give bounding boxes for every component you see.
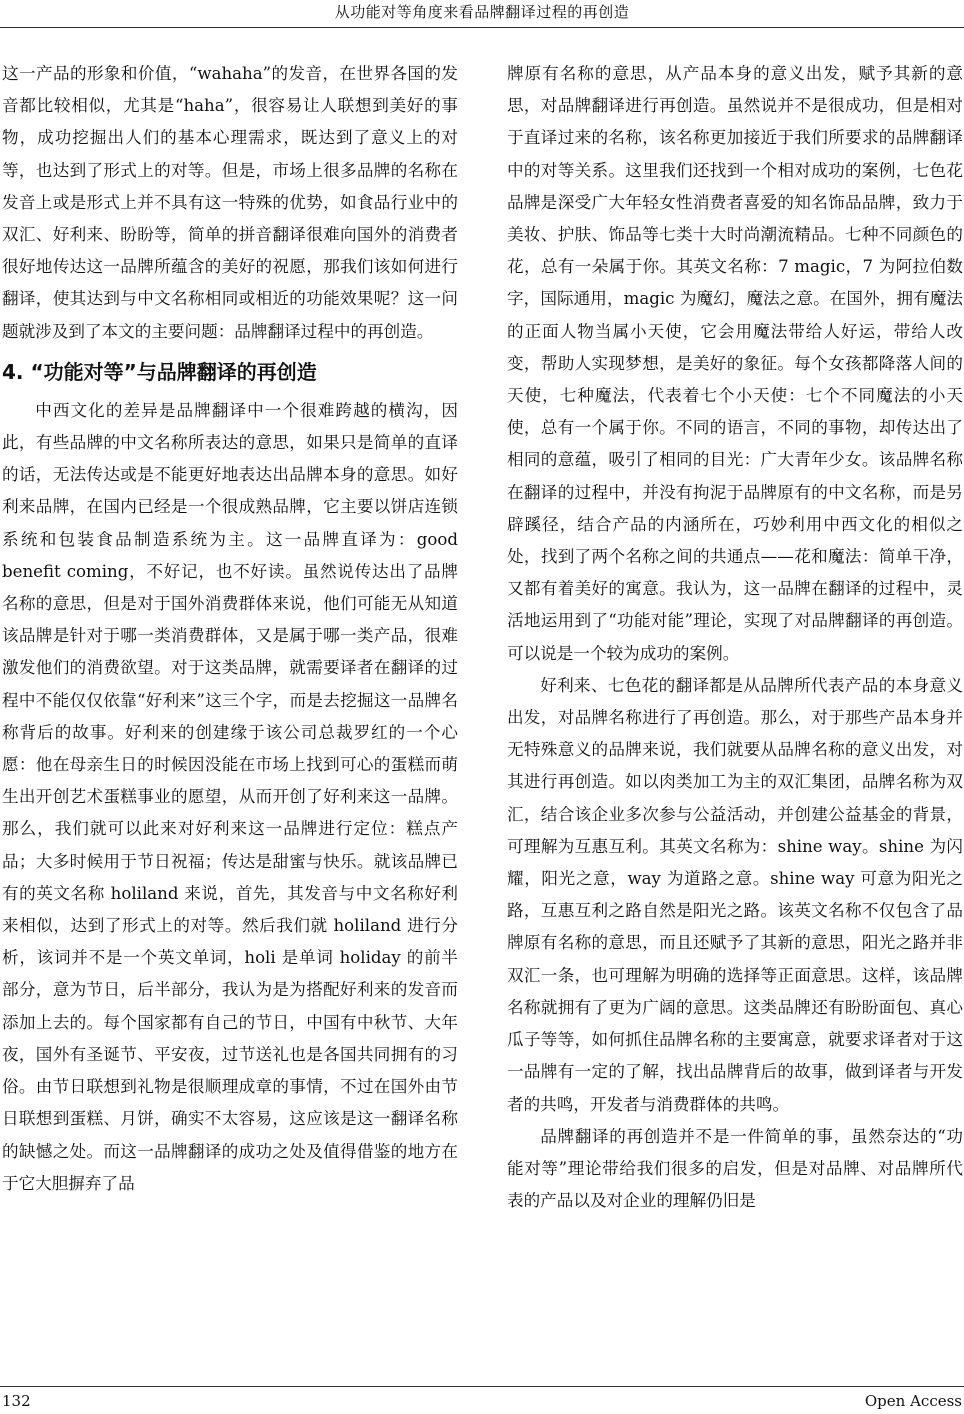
left-paragraph-2: 中西文化的差异是品牌翻译中一个很难跨越的横沟，因此，有些品牌的中文名称所表达的意思，如果只是简单的直译的话，无法传达或是不能更好地表达出品牌本身的意思。如好利来品牌，在国内已经是一个很成熟品牌，它主要以饼店连锁系统和包装食品制造系统为主。这一品牌直译为：good benefit coming，不好记，也不好读。虽然说传达出了品牌名称的意思，但是对于国外消费群体来说，他们可能无从知道该品牌是针对于哪一类消费群体，又是属于哪一类产品，很难激发他们的消费欲望。对于这类品牌，就需要译者在翻译的过程中不能仅仅依靠“好利来”这三个字，而是去挖掘这一品牌名称背后的故事。好利来的创建缘于该公司总裁罗红的一个心愿：他在母亲生日的时候因没能在市场上找到可心的蛋糕而萌生出开创艺术蛋糕事业的愿望，从而开创了好利来这一品牌。那么，我们就可以此来对好利来这一品牌进行定位：糕点产品；大多时候用于节日祝福；传达是甜蜜与快乐。就该品牌已有的英文名称 holiland 来说，首先，其发音与中文名称好利来相似，达到了形式上的对等。然后我们就 holiland 进行分析，该词并不是一个英文单词，holi 是单词 holiday 的前半部分，意为节日，后半部分，我认为是为搭配好利来的发音而添加上去的。每个国家都有自己的节日，中国有中秋节、大年夜，国外有圣诞节、平安夜，过节送礼也是各国共同拥有的习俗。由节日联想到礼物是很顺理成章的事情，不过在国外由节日联想到蛋糕、月饼，确实不太容易，这应该是这一翻译名称的缺憾之处。而这一品牌翻译的成功之处及值得借鉴的地方在于它大胆摒弃了品 [2,400,458,1193]
footer-divider [0,1386,964,1387]
left-column [2,58,458,1200]
left-paragraph-1: 这一产品的形象和价值，“wahaha”的发音，在世界各国的发音都比较相似，尤其是“haha”，很容易让人联想到美好的事物，成功挖掘出人们的基本心理需求，既达到了意义上的对等，也达到了形式上的对等。但是，市场上很多品牌的名称在发音上或是形式上并不具有这一特殊的优势，如食品行业中的双汇、好利来、盼盼等，简单的拼音翻译很难向国外的消费者很好地传达这一品牌所蕴含的美好的祝愿，那我们该如何进行翻译，使其达到与中文名称相同或相近的功能效果呢？这一问题就涉及到了本文的主要问题：品牌翻译过程中的再创造。 [2,64,458,341]
header-divider [0,27,964,28]
right-paragraph-2: 好利来、七色花的翻译都是从品牌所代表产品的本身意义出发，对品牌名称进行了再创造。那么，对于那些产品本身并无特殊意义的品牌来说，我们就要从品牌名称的意义出发，对其进行再创造。如以肉类加工为主的双汇集团，品牌名称为双汇，结合该企业多次参与公益活动，并创建公益基金的背景，可理解为互惠互利。其英文名称为：shine way。shine 为闪耀，阳光之意，way 为道路之意。shine way 可意为阳光之路，互惠互利之路自然是阳光之路。该英文名称不仅包含了品牌原有名称的意思，而且还赋予了其新的意思，阳光之路并非双汇一条，也可理解为明确的选择等正面意思。这样，该品牌名称就拥有了更为广阔的意思。这类品牌还有盼盼面包、真心瓜子等等，如何抓住品牌名称的主要寓意，就要求译者对于这一品牌有一定的了解，找出品牌背后的故事，做到译者与开发者的共鸣，开发者与消费群体的共鸣。 [507,675,963,1114]
journal-label: Open Access [864,1392,962,1410]
page-number: 132 [2,1392,31,1410]
right-paragraph-1: 牌原有名称的意思，从产品本身的意义出发，赋予其新的意思，对品牌翻译进行再创造。虽然说并不是很成功，但是相对于直译过来的名称，该名称更加接近于我们所要求的品牌翻译中的对等关系。这里我们还找到一个相对成功的案例，七色花品牌是深受广大年轻女性消费者喜爱的知名饰品品牌，致力于美妆、护肤、饰品等七类十大时尚潮流精品。七种不同颜色的花，总有一朵属于你。其英文名称：7 magic，7 为阿拉伯数字，国际通用，magic 为魔幻，魔法之意。在国外，拥有魔法的正面人物当属小天使，它会用魔法带给人好运，带给人改变，帮助人实现梦想，是美好的象征。每个女孩都降落人间的天使，七种魔法，代表着七个小天使：七个不同魔法的小天使，总有一个属于你。不同的语言，不同的事物，却传达出了相同的意蕴，吸引了相同的目光：广大青年少女。该品牌名称在翻译的过程中，并没有拘泥于品牌原有的中文名称，而是另辟蹊径，结合产品的内涵所在，巧妙利用中西文化的相似之处，找到了两个名称之间的共通点——花和魔法：简单干净，又都有着美好的寓意。我认为，这一品牌在翻译的过程中，灵活地运用到了“功能对能”理论，实现了对品牌翻译的再创造。可以说是一个较为成功的案例。 [507,64,963,663]
running-title: 从功能对等角度来看品牌翻译过程的再创造 [334,3,630,21]
right-column [507,58,963,1217]
section-heading: 4. “功能对等”与品牌翻译的再创造 [2,359,317,384]
right-paragraph-3: 品牌翻译的再创造并不是一件简单的事，虽然奈达的“功能对等”理论带给我们很多的启发，但是对品牌、对品牌所代表的产品以及对企业的理解仍旧是 [507,1126,963,1211]
